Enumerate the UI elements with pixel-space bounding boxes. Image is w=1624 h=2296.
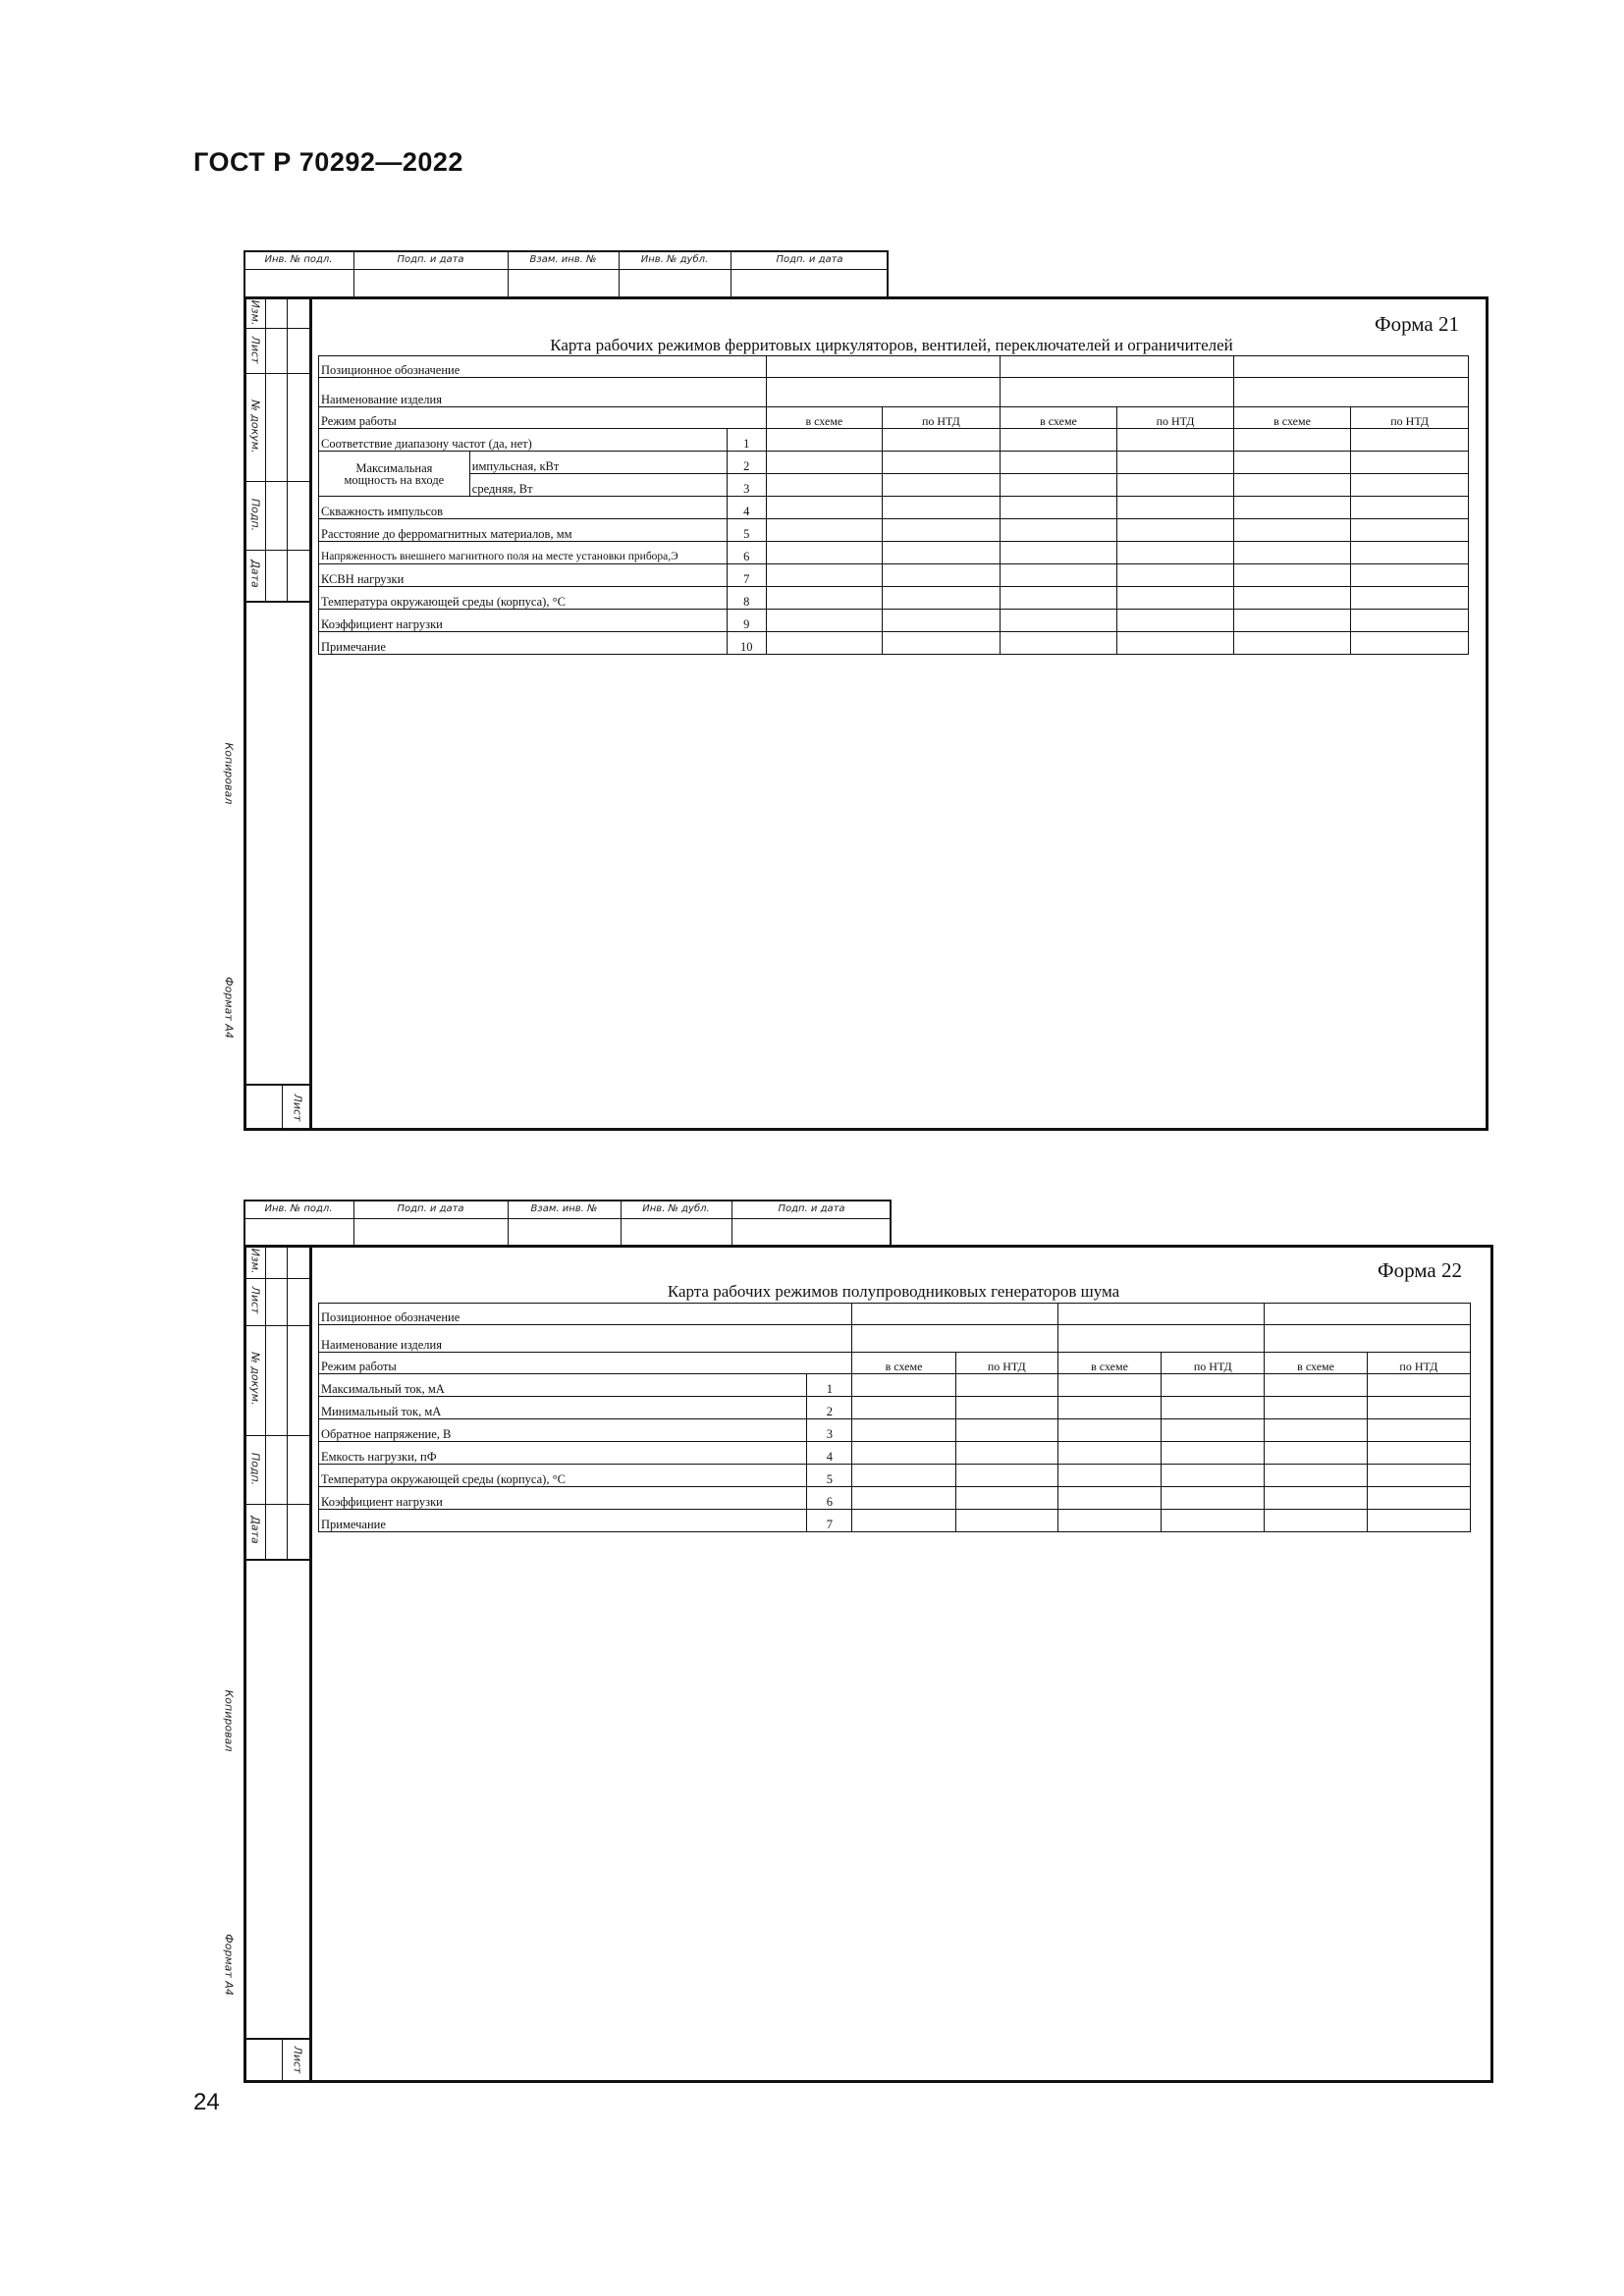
cell-input[interactable] xyxy=(1233,356,1468,378)
row-number: 10 xyxy=(727,632,766,655)
cell-input[interactable] xyxy=(766,497,882,519)
cell-input[interactable] xyxy=(1367,1397,1470,1419)
row-number: 6 xyxy=(727,542,766,564)
cell-input[interactable] xyxy=(1117,452,1233,474)
cell-input[interactable] xyxy=(1233,587,1351,610)
label-podp: Подп. xyxy=(248,1452,262,1486)
cell-input[interactable] xyxy=(1265,1442,1367,1465)
label-format-a4: Формат А4 xyxy=(222,977,236,1039)
cell-input[interactable] xyxy=(766,610,882,632)
label-izm: Изм. xyxy=(248,1248,262,1274)
cell-input[interactable] xyxy=(766,378,1000,407)
cell-input[interactable] xyxy=(883,452,1001,474)
cell-input[interactable] xyxy=(883,564,1001,587)
cell-input[interactable] xyxy=(1117,429,1233,452)
table-row-label: Расстояние до ферромагнитных материалов, мм xyxy=(319,519,728,542)
cell-input[interactable] xyxy=(955,1442,1057,1465)
table-row-label: Скважность импульсов xyxy=(319,497,728,519)
row-number: 4 xyxy=(807,1442,852,1465)
row-number: 7 xyxy=(807,1510,852,1532)
cell-input[interactable] xyxy=(766,632,882,655)
cell-input[interactable] xyxy=(1367,1465,1470,1487)
cell-input[interactable] xyxy=(883,632,1001,655)
col-in-scheme: в схеме xyxy=(1265,1353,1367,1374)
cell-input[interactable] xyxy=(766,429,882,452)
cell-input[interactable] xyxy=(766,587,882,610)
page-number: 24 xyxy=(193,2089,220,2115)
cell-input[interactable] xyxy=(1117,519,1233,542)
cell-input[interactable] xyxy=(852,1465,955,1487)
row-number: 4 xyxy=(727,497,766,519)
cell-input[interactable] xyxy=(1233,564,1351,587)
cell-input[interactable] xyxy=(1162,1374,1265,1397)
row-mode: Режим работы xyxy=(319,1353,852,1374)
cell-input[interactable] xyxy=(955,1465,1057,1487)
cell-input[interactable] xyxy=(1057,1465,1161,1487)
cell-input[interactable] xyxy=(766,356,1000,378)
cell-input[interactable] xyxy=(1367,1487,1470,1510)
cell-input[interactable] xyxy=(1265,1510,1367,1532)
label-data: Дата xyxy=(248,1516,262,1544)
label-list: Лист xyxy=(248,1286,262,1314)
stamp-inv-dubl: Инв. № дубл. xyxy=(642,1203,710,1214)
cell-input[interactable] xyxy=(1351,587,1469,610)
table-row-label: Соответствие диапазону частот (да, нет) xyxy=(319,429,728,452)
cell-input[interactable] xyxy=(1351,542,1469,564)
cell-input[interactable] xyxy=(1000,356,1233,378)
cell-input[interactable] xyxy=(1265,1419,1367,1442)
table-row-label: Примечание xyxy=(319,1510,807,1532)
row-position: Позиционное обозначение xyxy=(319,356,767,378)
cell-input[interactable] xyxy=(883,429,1001,452)
cell-input[interactable] xyxy=(1057,1304,1265,1325)
cell-input[interactable] xyxy=(955,1510,1057,1532)
table-row-label: Температура окружающей среды (корпуса), °С xyxy=(319,587,728,610)
table-row-label: Обратное напряжение, В xyxy=(319,1419,807,1442)
cell-input[interactable] xyxy=(1117,497,1233,519)
row-number: 3 xyxy=(727,474,766,497)
col-by-ntd: по НТД xyxy=(1162,1353,1265,1374)
cell-input[interactable] xyxy=(1000,632,1117,655)
stamp-vzam-inv: Взам. инв. № xyxy=(530,1203,598,1214)
cell-input[interactable] xyxy=(852,1487,955,1510)
cell-input[interactable] xyxy=(883,497,1001,519)
cell-input[interactable] xyxy=(883,610,1001,632)
cell-input[interactable] xyxy=(852,1510,955,1532)
cell-input[interactable] xyxy=(1162,1465,1265,1487)
cell-input[interactable] xyxy=(1162,1510,1265,1532)
cell-input[interactable] xyxy=(955,1397,1057,1419)
cell-input[interactable] xyxy=(1265,1465,1367,1487)
cell-input[interactable] xyxy=(766,519,882,542)
cell-input[interactable] xyxy=(852,1374,955,1397)
cell-input[interactable] xyxy=(1265,1487,1367,1510)
cell-input[interactable] xyxy=(1000,610,1117,632)
stamp-podp-data-2: Подп. и дата xyxy=(776,254,843,265)
cell-input[interactable] xyxy=(1117,542,1233,564)
cell-input[interactable] xyxy=(766,542,882,564)
cell-input[interactable] xyxy=(1117,474,1233,497)
cell-input[interactable] xyxy=(852,1419,955,1442)
cell-input[interactable] xyxy=(1351,452,1469,474)
table-row-label: Коэффициент нагрузки xyxy=(319,1487,807,1510)
cell-input[interactable] xyxy=(1117,587,1233,610)
cell-input[interactable] xyxy=(883,587,1001,610)
row-number: 1 xyxy=(807,1374,852,1397)
table-row-label: импульсная, кВт xyxy=(469,452,727,474)
col-by-ntd: по НТД xyxy=(1117,407,1233,429)
label-kopiroval: Копировал xyxy=(222,742,236,805)
stamp-inv-podl: Инв. № подл. xyxy=(264,254,333,265)
cell-input[interactable] xyxy=(1351,632,1469,655)
cell-input[interactable] xyxy=(1233,542,1351,564)
stamp-podp-data: Подп. и дата xyxy=(397,1203,464,1214)
form-21-table xyxy=(318,355,1469,655)
max-power-label: Максимальная мощность на входе xyxy=(319,452,470,497)
row-number: 2 xyxy=(727,452,766,474)
label-izm: Изм. xyxy=(248,299,262,326)
cell-input[interactable] xyxy=(1057,1510,1161,1532)
cell-input[interactable] xyxy=(1000,474,1117,497)
table-row-label: Минимальный ток, мА xyxy=(319,1397,807,1419)
cell-input[interactable] xyxy=(1057,1374,1161,1397)
cell-input[interactable] xyxy=(1265,1304,1471,1325)
table-row-label: Температура окружающей среды (корпуса), °С xyxy=(319,1465,807,1487)
label-format-a4: Формат А4 xyxy=(222,1934,236,1996)
cell-input[interactable] xyxy=(1351,519,1469,542)
cell-input[interactable] xyxy=(1265,1397,1367,1419)
cell-input[interactable] xyxy=(1367,1374,1470,1397)
col-in-scheme: в схеме xyxy=(1057,1353,1161,1374)
row-number: 3 xyxy=(807,1419,852,1442)
row-number: 7 xyxy=(727,564,766,587)
label-n-dokum: № докум. xyxy=(248,400,262,454)
cell-input[interactable] xyxy=(1162,1487,1265,1510)
cell-input[interactable] xyxy=(1367,1419,1470,1442)
stamp-podp-data: Подп. и дата xyxy=(397,254,464,265)
row-number: 2 xyxy=(807,1397,852,1419)
cell-input[interactable] xyxy=(955,1487,1057,1510)
row-number: 1 xyxy=(727,429,766,452)
cell-input[interactable] xyxy=(1367,1510,1470,1532)
table-row-label: Напряженность внешнего магнитного поля на месте установки прибора,Э xyxy=(319,542,728,564)
form-22-title: Карта рабочих режимов полупроводниковых генераторов шума xyxy=(667,1282,1120,1301)
cell-input[interactable] xyxy=(1162,1442,1265,1465)
label-podp: Подп. xyxy=(248,498,262,532)
row-number: 9 xyxy=(727,610,766,632)
table-row-label: средняя, Вт xyxy=(469,474,727,497)
cell-input[interactable] xyxy=(883,474,1001,497)
table-row-label: КСВН нагрузки xyxy=(319,564,728,587)
col-by-ntd: по НТД xyxy=(1351,407,1469,429)
cell-input[interactable] xyxy=(1351,610,1469,632)
cell-input[interactable] xyxy=(1057,1419,1161,1442)
cell-input[interactable] xyxy=(1000,542,1117,564)
cell-input[interactable] xyxy=(1233,497,1351,519)
cell-input[interactable] xyxy=(1233,519,1351,542)
label-list-bottom: Лист xyxy=(291,2046,304,2074)
col-in-scheme: в схеме xyxy=(766,407,882,429)
table-row-label: Максимальный ток, мА xyxy=(319,1374,807,1397)
col-in-scheme: в схеме xyxy=(1233,407,1351,429)
cell-input[interactable] xyxy=(1233,610,1351,632)
cell-input[interactable] xyxy=(766,474,882,497)
cell-input[interactable] xyxy=(883,542,1001,564)
cell-input[interactable] xyxy=(1351,429,1469,452)
cell-input[interactable] xyxy=(1233,429,1351,452)
col-by-ntd: по НТД xyxy=(955,1353,1057,1374)
form-22-table xyxy=(318,1303,1471,1532)
cell-input[interactable] xyxy=(1000,519,1117,542)
label-list: Лист xyxy=(248,336,262,364)
cell-input[interactable] xyxy=(1117,610,1233,632)
cell-input[interactable] xyxy=(766,564,882,587)
row-number: 5 xyxy=(727,519,766,542)
cell-input[interactable] xyxy=(852,1325,1058,1353)
cell-input[interactable] xyxy=(1367,1442,1470,1465)
col-in-scheme: в схеме xyxy=(852,1353,955,1374)
cell-input[interactable] xyxy=(1057,1397,1161,1419)
document-code: ГОСТ Р 70292—2022 xyxy=(193,147,463,177)
cell-input[interactable] xyxy=(1233,378,1468,407)
cell-input[interactable] xyxy=(1233,474,1351,497)
cell-input[interactable] xyxy=(1117,632,1233,655)
cell-input[interactable] xyxy=(1057,1325,1265,1353)
cell-input[interactable] xyxy=(1000,587,1117,610)
cell-input[interactable] xyxy=(955,1419,1057,1442)
form-21-title: Карта рабочих режимов ферритовых циркуляторов, вентилей, переключателей и ограничителей xyxy=(550,336,1233,354)
cell-input[interactable] xyxy=(1057,1487,1161,1510)
label-list-bottom: Лист xyxy=(291,1094,304,1122)
cell-input[interactable] xyxy=(1000,452,1117,474)
row-number: 5 xyxy=(807,1465,852,1487)
stamp-vzam-inv: Взам. инв. № xyxy=(529,254,597,265)
cell-input[interactable] xyxy=(1351,564,1469,587)
col-in-scheme: в схеме xyxy=(1000,407,1117,429)
cell-input[interactable] xyxy=(883,519,1001,542)
cell-input[interactable] xyxy=(852,1397,955,1419)
cell-input[interactable] xyxy=(852,1442,955,1465)
row-number: 6 xyxy=(807,1487,852,1510)
label-n-dokum: № докум. xyxy=(248,1352,262,1406)
cell-input[interactable] xyxy=(1233,632,1351,655)
table-row-label: Емкость нагрузки, пФ xyxy=(319,1442,807,1465)
stamp-inv-dubl: Инв. № дубл. xyxy=(640,254,709,265)
cell-input[interactable] xyxy=(852,1304,1058,1325)
cell-input[interactable] xyxy=(1000,429,1117,452)
cell-input[interactable] xyxy=(1000,497,1117,519)
cell-input[interactable] xyxy=(1351,497,1469,519)
cell-input[interactable] xyxy=(1233,452,1351,474)
cell-input[interactable] xyxy=(1162,1419,1265,1442)
cell-input[interactable] xyxy=(1000,564,1117,587)
cell-input[interactable] xyxy=(1265,1325,1471,1353)
row-position: Позиционное обозначение xyxy=(319,1304,852,1325)
cell-input[interactable] xyxy=(766,452,882,474)
form-21-number: Форма 21 xyxy=(1375,312,1459,336)
label-data: Дата xyxy=(248,560,262,588)
cell-input[interactable] xyxy=(955,1374,1057,1397)
cell-input[interactable] xyxy=(1265,1374,1367,1397)
col-by-ntd: по НТД xyxy=(883,407,1001,429)
row-mode: Режим работы xyxy=(319,407,767,429)
row-name: Наименование изделия xyxy=(319,378,767,407)
row-number: 8 xyxy=(727,587,766,610)
form-22-number: Форма 22 xyxy=(1378,1258,1462,1282)
stamp-inv-podl: Инв. № подл. xyxy=(264,1203,333,1214)
cell-input[interactable] xyxy=(1000,378,1233,407)
cell-input[interactable] xyxy=(1117,564,1233,587)
cell-input[interactable] xyxy=(1351,474,1469,497)
table-row-label: Примечание xyxy=(319,632,728,655)
col-by-ntd: по НТД xyxy=(1367,1353,1470,1374)
row-name: Наименование изделия xyxy=(319,1325,852,1353)
cell-input[interactable] xyxy=(1057,1442,1161,1465)
cell-input[interactable] xyxy=(1162,1397,1265,1419)
table-row-label: Коэффициент нагрузки xyxy=(319,610,728,632)
stamp-podp-data-2: Подп. и дата xyxy=(778,1203,845,1214)
label-kopiroval: Копировал xyxy=(222,1689,236,1752)
